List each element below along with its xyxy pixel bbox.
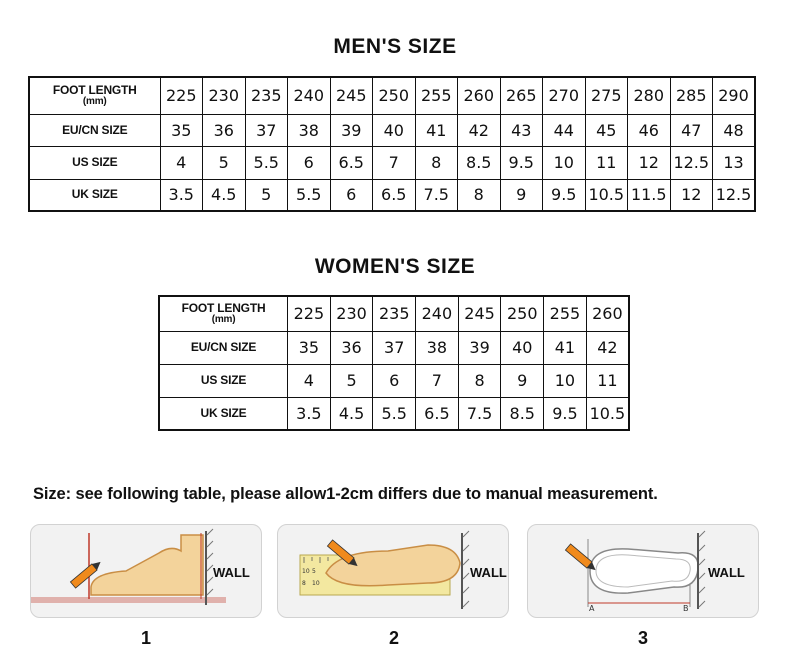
size-row xyxy=(29,77,755,114)
size-cell: 245 xyxy=(458,296,501,331)
size-cell: 11.5 xyxy=(628,179,671,211)
size-cell: 5 xyxy=(330,364,373,397)
size-cell: 255 xyxy=(544,296,587,331)
point-b-label: B xyxy=(683,604,689,613)
size-cell: 10 xyxy=(543,146,586,179)
womens-size-title: WOMEN'S SIZE xyxy=(314,255,476,278)
size-cell: 225 xyxy=(160,77,203,114)
row-label xyxy=(29,77,160,114)
size-cell: 6 xyxy=(288,146,331,179)
size-cell: 9.5 xyxy=(544,397,587,430)
size-cell: 41 xyxy=(544,331,587,364)
measurement-note: Size: see following table, please allow1-2cm differs due to manual measurement. xyxy=(33,485,658,503)
size-cell: 12 xyxy=(628,146,671,179)
size-cell: 3.5 xyxy=(288,397,331,430)
size-cell: 11 xyxy=(586,364,629,397)
row-label xyxy=(159,364,288,397)
row-label-text: EU/CN SIZE xyxy=(190,340,257,354)
size-cell: 7.5 xyxy=(458,397,501,430)
size-cell: 12.5 xyxy=(713,179,756,211)
size-cell: 260 xyxy=(586,296,629,331)
size-cell: 270 xyxy=(543,77,586,114)
size-cell: 42 xyxy=(586,331,629,364)
size-cell: 230 xyxy=(330,296,373,331)
ruler-mark: 8 xyxy=(302,580,306,587)
row-label-text: EU/CN SIZE xyxy=(62,122,128,137)
size-cell: 230 xyxy=(203,77,246,114)
mens-size-title: MEN'S SIZE xyxy=(333,35,457,58)
size-cell: 37 xyxy=(373,331,416,364)
size-cell: 235 xyxy=(245,77,288,114)
size-cell: 35 xyxy=(160,114,203,146)
size-cell: 9 xyxy=(501,364,544,397)
size-cell: 280 xyxy=(628,77,671,114)
size-cell: 46 xyxy=(628,114,671,146)
size-cell: 7 xyxy=(373,146,416,179)
size-cell: 8 xyxy=(458,179,501,211)
size-cell: 39 xyxy=(458,331,501,364)
ruler-mark: 10 xyxy=(312,580,320,587)
step-2-number: 2 xyxy=(388,628,399,648)
size-cell: 9 xyxy=(500,179,543,211)
size-cell: 4.5 xyxy=(330,397,373,430)
size-cell: 290 xyxy=(713,77,756,114)
size-row xyxy=(159,397,629,430)
size-cell: 5.5 xyxy=(245,146,288,179)
wall-label: WALL xyxy=(708,565,745,580)
size-cell: 3.5 xyxy=(160,179,203,211)
size-cell: 250 xyxy=(373,77,416,114)
size-cell: 225 xyxy=(288,296,331,331)
size-cell: 47 xyxy=(670,114,713,146)
size-cell: 13 xyxy=(713,146,756,179)
row-label-text: US SIZE xyxy=(200,373,247,387)
row-label-text: FOOT LENGTH xyxy=(181,301,266,316)
step-1-illustration xyxy=(30,524,262,618)
step-3-number: 3 xyxy=(637,628,648,648)
size-cell: 36 xyxy=(203,114,246,146)
size-cell: 12 xyxy=(670,179,713,211)
row-label-unit: (mm) xyxy=(82,96,107,108)
size-cell: 40 xyxy=(373,114,416,146)
size-cell: 37 xyxy=(245,114,288,146)
size-row xyxy=(29,179,755,211)
size-cell: 10 xyxy=(544,364,587,397)
size-cell: 235 xyxy=(373,296,416,331)
size-cell: 39 xyxy=(330,114,373,146)
size-cell: 260 xyxy=(458,77,501,114)
size-cell: 10.5 xyxy=(586,397,629,430)
size-cell: 5.5 xyxy=(288,179,331,211)
size-cell: 42 xyxy=(458,114,501,146)
wall-label: WALL xyxy=(470,565,507,580)
size-cell: 9.5 xyxy=(543,179,586,211)
size-cell: 6.5 xyxy=(416,397,459,430)
size-cell: 4 xyxy=(160,146,203,179)
size-cell: 45 xyxy=(585,114,628,146)
size-row xyxy=(159,364,629,397)
mens-size-table xyxy=(28,76,756,212)
size-cell: 4 xyxy=(288,364,331,397)
row-label xyxy=(29,146,160,179)
size-row xyxy=(159,331,629,364)
size-row xyxy=(29,114,755,146)
row-label-text: UK SIZE xyxy=(200,405,247,420)
size-cell: 43 xyxy=(500,114,543,146)
size-cell: 6 xyxy=(330,179,373,211)
size-cell: 7.5 xyxy=(415,179,458,211)
size-cell: 8.5 xyxy=(458,146,501,179)
row-label xyxy=(159,331,288,364)
size-cell: 7 xyxy=(416,364,459,397)
row-label xyxy=(29,114,160,146)
wall-label: WALL xyxy=(213,565,250,580)
row-label-text: US SIZE xyxy=(72,155,118,169)
size-cell: 285 xyxy=(670,77,713,114)
size-row xyxy=(159,296,629,331)
row-label xyxy=(159,296,288,331)
step-3-illustration xyxy=(527,524,759,618)
point-a-label: A xyxy=(589,604,595,613)
ruler-mark: 10 xyxy=(302,568,310,575)
size-cell: 6.5 xyxy=(373,179,416,211)
row-label-text: FOOT LENGTH xyxy=(52,83,137,98)
step-1-number: 1 xyxy=(140,628,151,648)
size-cell: 265 xyxy=(500,77,543,114)
size-cell: 12.5 xyxy=(670,146,713,179)
size-cell: 40 xyxy=(501,331,544,364)
size-cell: 38 xyxy=(416,331,459,364)
size-cell: 48 xyxy=(713,114,756,146)
size-cell: 35 xyxy=(288,331,331,364)
size-cell: 38 xyxy=(288,114,331,146)
size-cell: 44 xyxy=(543,114,586,146)
size-cell: 5.5 xyxy=(373,397,416,430)
size-cell: 8 xyxy=(458,364,501,397)
size-cell: 255 xyxy=(415,77,458,114)
size-cell: 8.5 xyxy=(501,397,544,430)
row-label xyxy=(159,397,288,430)
row-label-unit: (mm) xyxy=(211,314,236,326)
size-cell: 275 xyxy=(585,77,628,114)
step-2-illustration xyxy=(277,524,509,618)
size-cell: 240 xyxy=(288,77,331,114)
size-cell: 8 xyxy=(415,146,458,179)
size-cell: 240 xyxy=(416,296,459,331)
row-label xyxy=(29,179,160,211)
ruler-mark: 5 xyxy=(312,568,316,575)
size-cell: 41 xyxy=(415,114,458,146)
size-cell: 9.5 xyxy=(500,146,543,179)
size-cell: 4.5 xyxy=(203,179,246,211)
size-row xyxy=(29,146,755,179)
size-cell: 5 xyxy=(203,146,246,179)
size-cell: 6 xyxy=(373,364,416,397)
size-cell: 6.5 xyxy=(330,146,373,179)
size-cell: 245 xyxy=(330,77,373,114)
size-cell: 11 xyxy=(585,146,628,179)
size-cell: 5 xyxy=(245,179,288,211)
row-label-text: UK SIZE xyxy=(71,187,118,202)
womens-size-table xyxy=(158,295,630,431)
size-cell: 250 xyxy=(501,296,544,331)
size-cell: 36 xyxy=(330,331,373,364)
size-cell: 10.5 xyxy=(585,179,628,211)
